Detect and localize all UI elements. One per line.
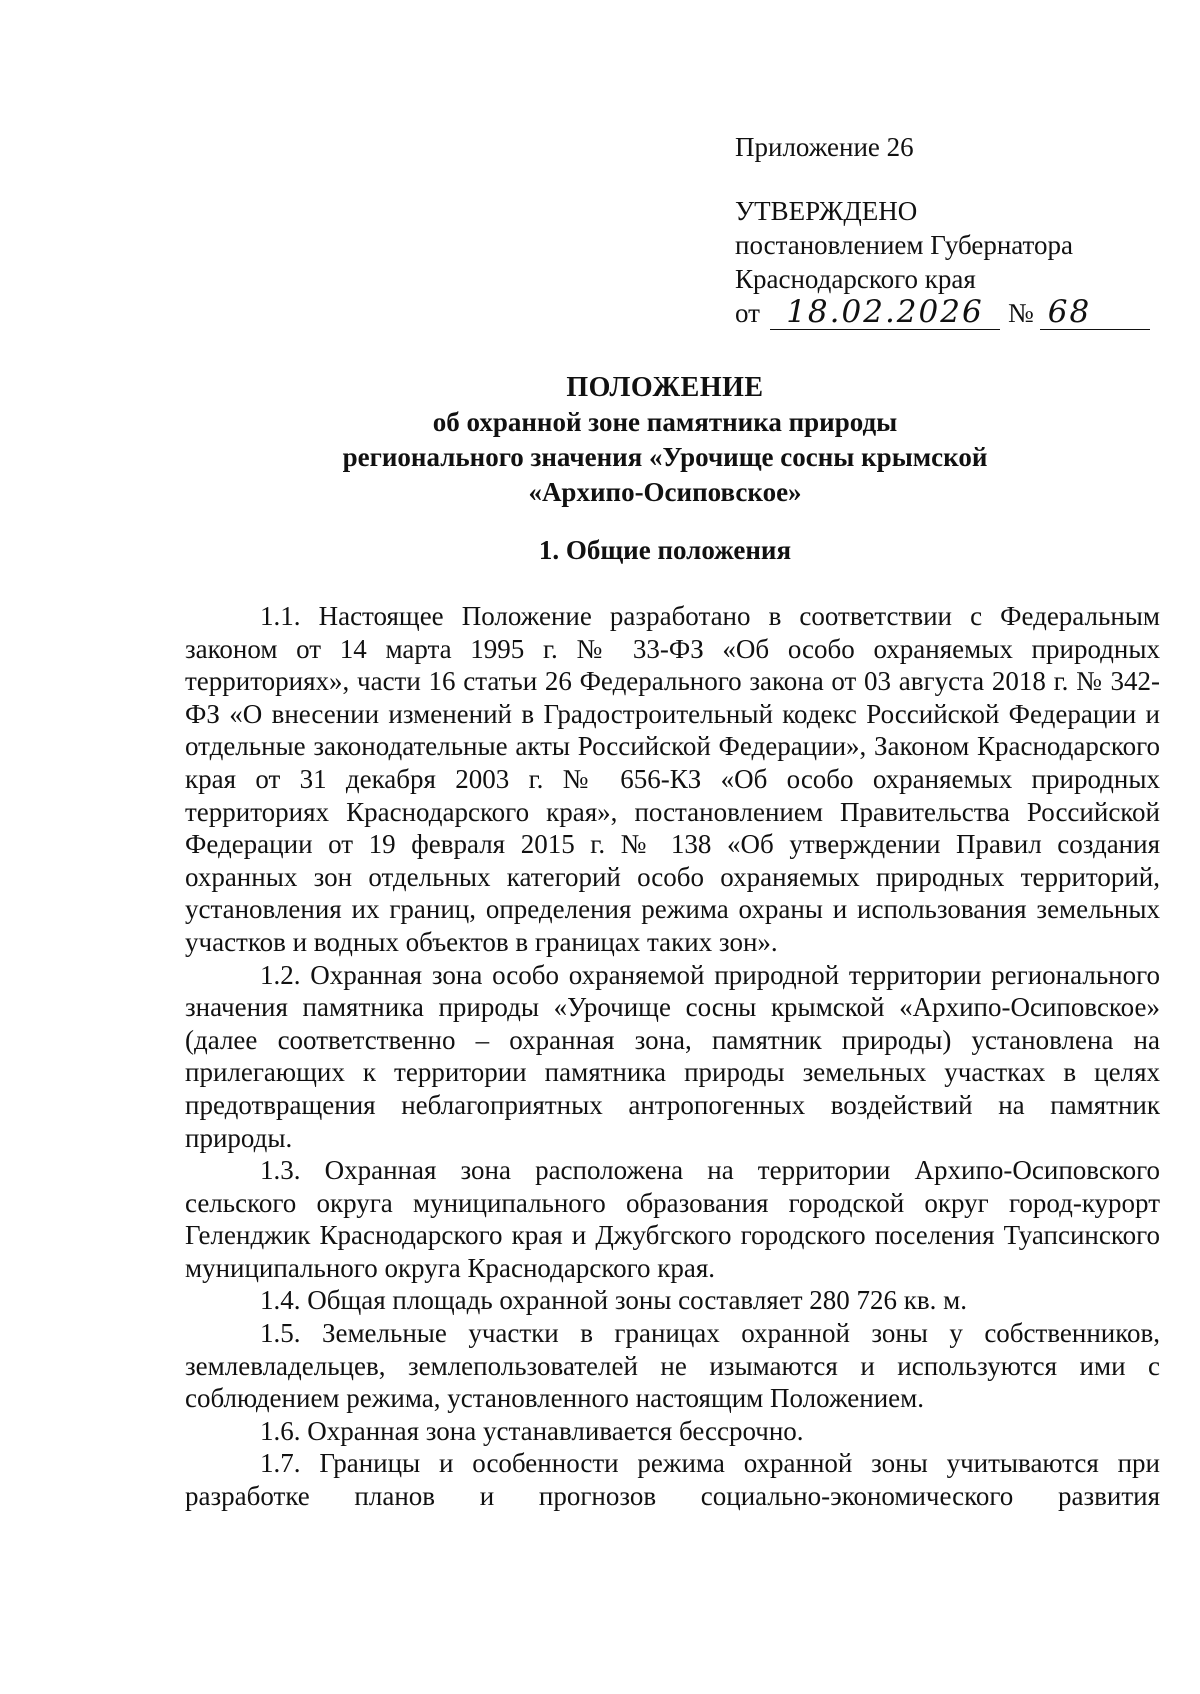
number-field — [1040, 294, 1150, 330]
date-prefix: от — [735, 298, 760, 328]
annex-label: Приложение 26 — [735, 132, 914, 162]
approved-by-line-2: Краснодарского края — [735, 264, 976, 294]
title-line-2: регионального значения «Урочище сосны крымской — [342, 442, 988, 472]
title-main: ПОЛОЖЕНИЕ — [566, 372, 764, 403]
section-body — [185, 600, 1160, 1513]
handwritten-number: 68 — [1047, 294, 1092, 330]
paragraph-1-5: 1.5. Земельные участки в границах охранной зоны у собственников, землевладельцев, землепользователей не изымаются и используются ими с соблюдением режима, установленного настоящим Положением. — [185, 1318, 1160, 1414]
approved-by-line-1: постановлением Губернатора — [735, 230, 1073, 260]
title-line-3: «Архипо-Осиповское» — [528, 477, 802, 507]
handwritten-date: 18.02.2026 — [786, 294, 984, 330]
paragraph-1-7: 1.7. Границы и особенности режима охранной зоны учитываются при разработке планов и прогнозов социально-экономического развития — [185, 1448, 1160, 1512]
approval-stamp-block — [735, 130, 1155, 330]
approved-label: УТВЕРЖДЕНО — [735, 196, 918, 226]
date-number-row — [735, 296, 1155, 330]
section-heading: 1. Общие положения — [538, 535, 792, 565]
paragraph-1-3: 1.3. Охранная зона расположена на территории Архипо-Осиповского сельского округа муниципального образования городской округ город-курорт Геленджик Краснодарского края и Джубгского городского поселения Туапсинского муниципального округа Краснодарского края. — [185, 1155, 1160, 1283]
paragraph-1-1: 1.1. Настоящее Положение разработано в соответствии с Федеральным законом от 14 марта 1995 г. № 33-ФЗ «Об особо охраняемых природных территориях», части 16 статьи 26 Федерального закона от 03 августа 2018 г. № 342-ФЗ «О внесении изменений в Градостроительный кодекс Российской Федерации и отдельные законодательные акты Российской Федерации», Законом Краснодарского края от 31 декабря 2003 г. № 656-КЗ «Об особо охраняемых природных территориях Краснодарского края», постановлением Правительства Российской Федерации от 19 февраля 2015 г. № 138 «Об утверждении Правил создания охранных зон отдельных категорий особо охраняемых природных территорий, установления их границ, определения режима охраны и использования земельных участков и водных объектов в границах таких зон». — [185, 601, 1160, 957]
document-title — [170, 370, 1160, 510]
number-sign: № — [1007, 298, 1034, 328]
paragraph-1-2: 1.2. Охранная зона особо охраняемой природной территории регионального значения памятника природы «Урочище сосны крымской «Архипо-Осиповское» (далее соответственно – охранная зона, памятник природы) установлена на прилегающих к территории памятника природы земельных участках в целях предотвращения неблагоприятных антропогенных воздействий на памятник природы. — [185, 959, 1160, 1153]
title-line-1: об охранной зоне памятника природы — [432, 407, 898, 437]
paragraph-1-6: 1.6. Охранная зона устанавливается бессрочно. — [260, 1415, 804, 1446]
date-field — [770, 294, 1000, 330]
paragraph-1-4: 1.4. Общая площадь охранной зоны составляет 280 726 кв. м. — [260, 1285, 967, 1316]
